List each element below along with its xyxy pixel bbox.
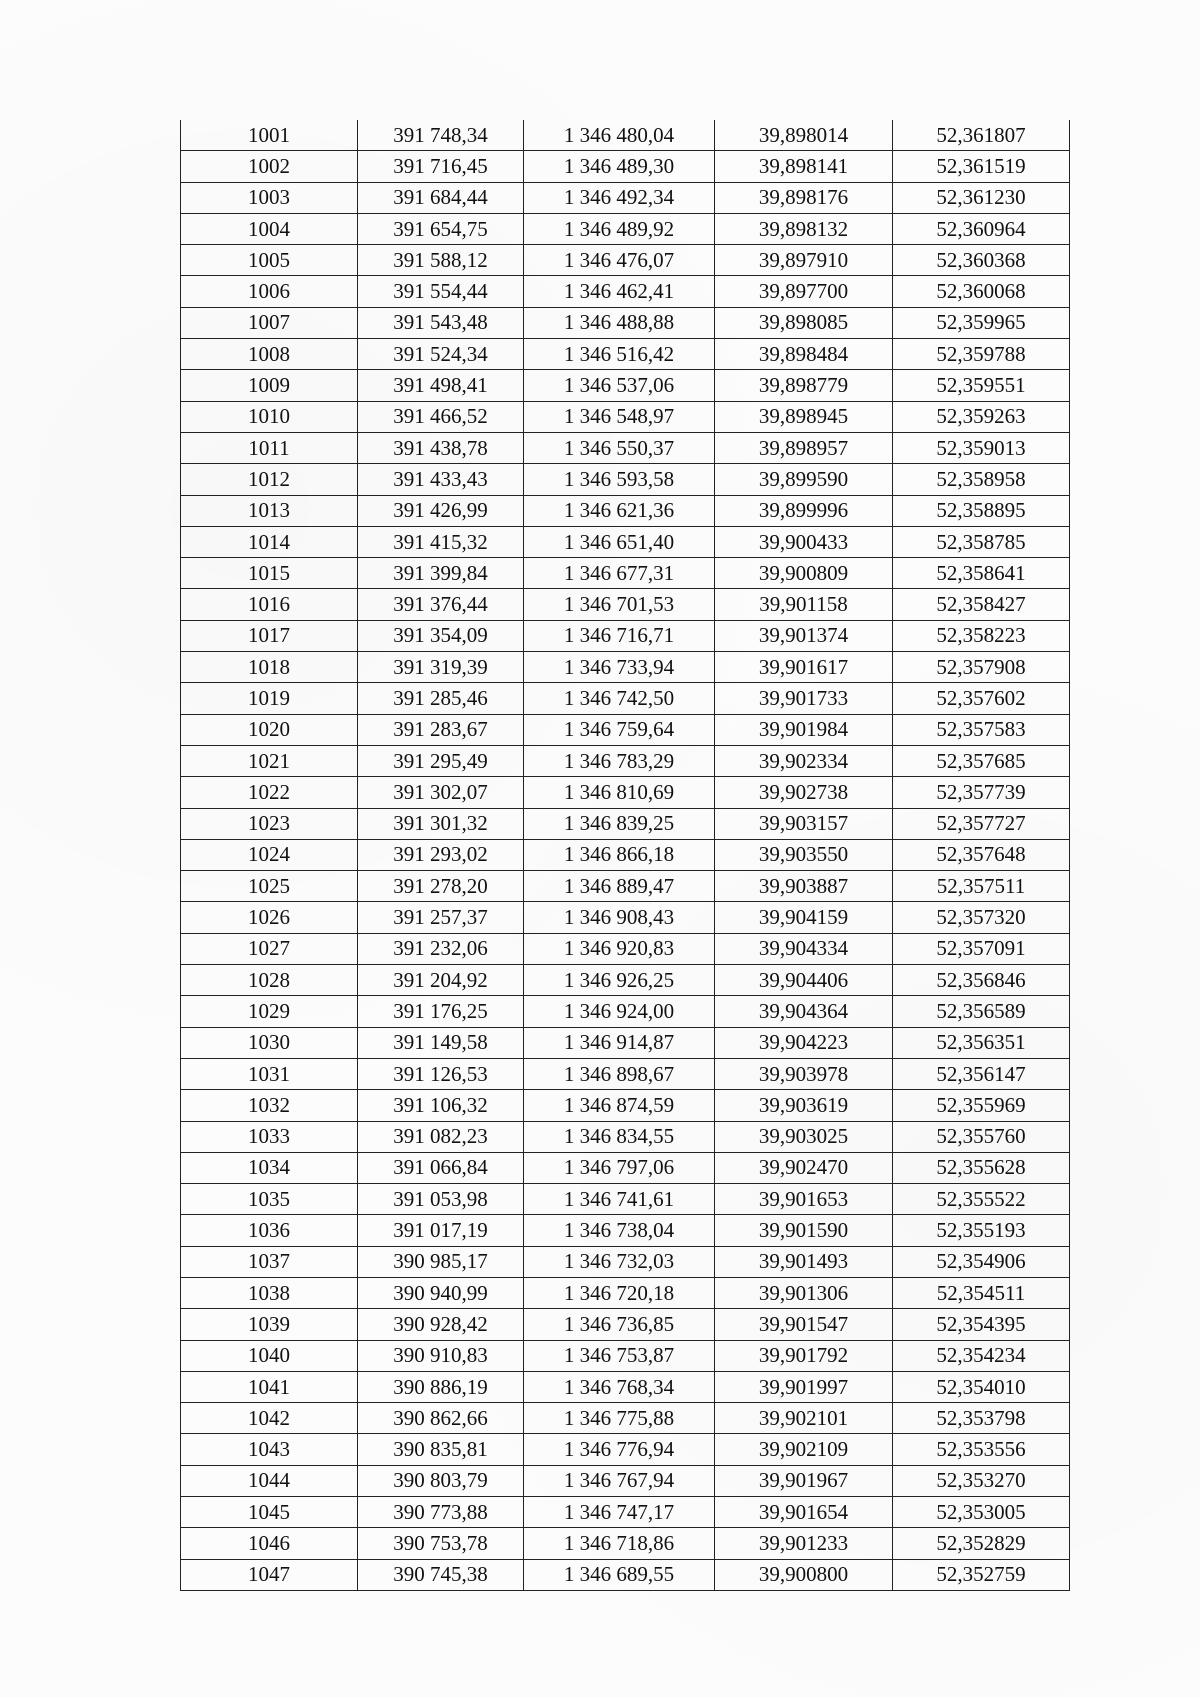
longitude-cell: 39,901654	[715, 1497, 893, 1528]
point-number-cell: 1031	[181, 1058, 358, 1089]
latitude-cell: 52,357727	[893, 808, 1070, 839]
latitude-cell: 52,354010	[893, 1371, 1070, 1402]
table-row	[181, 526, 1070, 557]
y-coordinate-cell: 1 346 747,17	[524, 1497, 715, 1528]
longitude-cell: 39,904159	[715, 902, 893, 933]
y-coordinate-cell: 1 346 537,06	[524, 370, 715, 401]
table-row	[181, 1309, 1070, 1340]
table-row	[181, 996, 1070, 1027]
y-coordinate-cell: 1 346 476,07	[524, 245, 715, 276]
point-number-cell: 1020	[181, 714, 358, 745]
latitude-cell: 52,357648	[893, 839, 1070, 870]
y-coordinate-cell: 1 346 920,83	[524, 933, 715, 964]
table-row	[181, 1559, 1070, 1590]
y-coordinate-cell: 1 346 924,00	[524, 996, 715, 1027]
table-row	[181, 307, 1070, 338]
latitude-cell: 52,355193	[893, 1215, 1070, 1246]
latitude-cell: 52,355628	[893, 1152, 1070, 1183]
x-coordinate-cell: 391 302,07	[358, 777, 524, 808]
table-row	[181, 1528, 1070, 1559]
point-number-cell: 1023	[181, 808, 358, 839]
longitude-cell: 39,898141	[715, 151, 893, 182]
table-row	[181, 432, 1070, 463]
point-number-cell: 1004	[181, 213, 358, 244]
longitude-cell: 39,898176	[715, 182, 893, 213]
longitude-cell: 39,900800	[715, 1559, 893, 1590]
y-coordinate-cell: 1 346 742,50	[524, 683, 715, 714]
x-coordinate-cell: 391 433,43	[358, 464, 524, 495]
table-row	[181, 683, 1070, 714]
latitude-cell: 52,360068	[893, 276, 1070, 307]
longitude-cell: 39,898014	[715, 120, 893, 151]
longitude-cell: 39,900809	[715, 558, 893, 589]
latitude-cell: 52,354234	[893, 1340, 1070, 1371]
table-row	[181, 777, 1070, 808]
latitude-cell: 52,355522	[893, 1184, 1070, 1215]
y-coordinate-cell: 1 346 701,53	[524, 589, 715, 620]
x-coordinate-cell: 390 753,78	[358, 1528, 524, 1559]
y-coordinate-cell: 1 346 753,87	[524, 1340, 715, 1371]
table-row	[181, 1340, 1070, 1371]
table-row	[181, 1465, 1070, 1496]
latitude-cell: 52,354395	[893, 1309, 1070, 1340]
longitude-cell: 39,898132	[715, 213, 893, 244]
latitude-cell: 52,356147	[893, 1058, 1070, 1089]
y-coordinate-cell: 1 346 776,94	[524, 1434, 715, 1465]
point-number-cell: 1028	[181, 965, 358, 996]
y-coordinate-cell: 1 346 768,34	[524, 1371, 715, 1402]
latitude-cell: 52,358427	[893, 589, 1070, 620]
point-number-cell: 1016	[181, 589, 358, 620]
latitude-cell: 52,359263	[893, 401, 1070, 432]
point-number-cell: 1005	[181, 245, 358, 276]
point-number-cell: 1040	[181, 1340, 358, 1371]
x-coordinate-cell: 390 745,38	[358, 1559, 524, 1590]
table-row	[181, 965, 1070, 996]
y-coordinate-cell: 1 346 718,86	[524, 1528, 715, 1559]
longitude-cell: 39,897700	[715, 276, 893, 307]
longitude-cell: 39,899590	[715, 464, 893, 495]
x-coordinate-cell: 390 928,42	[358, 1309, 524, 1340]
longitude-cell: 39,903550	[715, 839, 893, 870]
table-row	[181, 1403, 1070, 1434]
point-number-cell: 1019	[181, 683, 358, 714]
longitude-cell: 39,901617	[715, 652, 893, 683]
table-row	[181, 1246, 1070, 1277]
table-row	[181, 745, 1070, 776]
y-coordinate-cell: 1 346 759,64	[524, 714, 715, 745]
longitude-cell: 39,903619	[715, 1090, 893, 1121]
point-number-cell: 1037	[181, 1246, 358, 1277]
latitude-cell: 52,357320	[893, 902, 1070, 933]
point-number-cell: 1008	[181, 339, 358, 370]
y-coordinate-cell: 1 346 736,85	[524, 1309, 715, 1340]
x-coordinate-cell: 391 285,46	[358, 683, 524, 714]
longitude-cell: 39,904223	[715, 1027, 893, 1058]
latitude-cell: 52,353270	[893, 1465, 1070, 1496]
point-number-cell: 1014	[181, 526, 358, 557]
y-coordinate-cell: 1 346 889,47	[524, 871, 715, 902]
table-row	[181, 213, 1070, 244]
table-row	[181, 902, 1070, 933]
latitude-cell: 52,356589	[893, 996, 1070, 1027]
y-coordinate-cell: 1 346 926,25	[524, 965, 715, 996]
latitude-cell: 52,357602	[893, 683, 1070, 714]
x-coordinate-cell: 391 588,12	[358, 245, 524, 276]
x-coordinate-cell: 391 426,99	[358, 495, 524, 526]
table-row	[181, 620, 1070, 651]
table-row	[181, 1121, 1070, 1152]
table-row	[181, 120, 1070, 151]
x-coordinate-cell: 391 684,44	[358, 182, 524, 213]
y-coordinate-cell: 1 346 677,31	[524, 558, 715, 589]
point-number-cell: 1046	[181, 1528, 358, 1559]
y-coordinate-cell: 1 346 516,42	[524, 339, 715, 370]
point-number-cell: 1013	[181, 495, 358, 526]
latitude-cell: 52,359013	[893, 432, 1070, 463]
latitude-cell: 52,352759	[893, 1559, 1070, 1590]
y-coordinate-cell: 1 346 462,41	[524, 276, 715, 307]
longitude-cell: 39,901997	[715, 1371, 893, 1402]
point-number-cell: 1045	[181, 1497, 358, 1528]
x-coordinate-cell: 391 301,32	[358, 808, 524, 839]
longitude-cell: 39,902101	[715, 1403, 893, 1434]
x-coordinate-cell: 391 399,84	[358, 558, 524, 589]
table-row	[181, 245, 1070, 276]
y-coordinate-cell: 1 346 741,61	[524, 1184, 715, 1215]
latitude-cell: 52,357685	[893, 745, 1070, 776]
table-row	[181, 1497, 1070, 1528]
longitude-cell: 39,902470	[715, 1152, 893, 1183]
point-number-cell: 1043	[181, 1434, 358, 1465]
longitude-cell: 39,902109	[715, 1434, 893, 1465]
point-number-cell: 1011	[181, 432, 358, 463]
latitude-cell: 52,359965	[893, 307, 1070, 338]
longitude-cell: 39,901374	[715, 620, 893, 651]
y-coordinate-cell: 1 346 489,92	[524, 213, 715, 244]
x-coordinate-cell: 391 415,32	[358, 526, 524, 557]
latitude-cell: 52,358958	[893, 464, 1070, 495]
table-row	[181, 589, 1070, 620]
point-number-cell: 1007	[181, 307, 358, 338]
point-number-cell: 1036	[181, 1215, 358, 1246]
table-row	[181, 558, 1070, 589]
y-coordinate-cell: 1 346 720,18	[524, 1277, 715, 1308]
y-coordinate-cell: 1 346 548,97	[524, 401, 715, 432]
y-coordinate-cell: 1 346 651,40	[524, 526, 715, 557]
x-coordinate-cell: 391 716,45	[358, 151, 524, 182]
x-coordinate-cell: 390 886,19	[358, 1371, 524, 1402]
point-number-cell: 1035	[181, 1184, 358, 1215]
x-coordinate-cell: 391 257,37	[358, 902, 524, 933]
longitude-cell: 39,901306	[715, 1277, 893, 1308]
x-coordinate-cell: 390 940,99	[358, 1277, 524, 1308]
longitude-cell: 39,901653	[715, 1184, 893, 1215]
latitude-cell: 52,358223	[893, 620, 1070, 651]
y-coordinate-cell: 1 346 480,04	[524, 120, 715, 151]
latitude-cell: 52,355760	[893, 1121, 1070, 1152]
longitude-cell: 39,898085	[715, 307, 893, 338]
coordinates-table-body	[181, 120, 1070, 1590]
longitude-cell: 39,903025	[715, 1121, 893, 1152]
longitude-cell: 39,902334	[715, 745, 893, 776]
table-row	[181, 182, 1070, 213]
table-row	[181, 1434, 1070, 1465]
point-number-cell: 1022	[181, 777, 358, 808]
x-coordinate-cell: 391 295,49	[358, 745, 524, 776]
table-row	[181, 495, 1070, 526]
x-coordinate-cell: 391 293,02	[358, 839, 524, 870]
point-number-cell: 1042	[181, 1403, 358, 1434]
longitude-cell: 39,903157	[715, 808, 893, 839]
point-number-cell: 1006	[181, 276, 358, 307]
point-number-cell: 1018	[181, 652, 358, 683]
x-coordinate-cell: 391 126,53	[358, 1058, 524, 1089]
y-coordinate-cell: 1 346 874,59	[524, 1090, 715, 1121]
x-coordinate-cell: 391 438,78	[358, 432, 524, 463]
latitude-cell: 52,358785	[893, 526, 1070, 557]
longitude-cell: 39,901733	[715, 683, 893, 714]
longitude-cell: 39,901493	[715, 1246, 893, 1277]
point-number-cell: 1039	[181, 1309, 358, 1340]
x-coordinate-cell: 390 862,66	[358, 1403, 524, 1434]
latitude-cell: 52,354906	[893, 1246, 1070, 1277]
latitude-cell: 52,359551	[893, 370, 1070, 401]
x-coordinate-cell: 391 204,92	[358, 965, 524, 996]
point-number-cell: 1038	[181, 1277, 358, 1308]
table-row	[181, 808, 1070, 839]
longitude-cell: 39,903978	[715, 1058, 893, 1089]
latitude-cell: 52,355969	[893, 1090, 1070, 1121]
x-coordinate-cell: 391 543,48	[358, 307, 524, 338]
x-coordinate-cell: 391 176,25	[358, 996, 524, 1027]
table-row	[181, 276, 1070, 307]
latitude-cell: 52,357739	[893, 777, 1070, 808]
table-row	[181, 714, 1070, 745]
point-number-cell: 1047	[181, 1559, 358, 1590]
point-number-cell: 1001	[181, 120, 358, 151]
x-coordinate-cell: 391 466,52	[358, 401, 524, 432]
point-number-cell: 1030	[181, 1027, 358, 1058]
longitude-cell: 39,902738	[715, 777, 893, 808]
latitude-cell: 52,361519	[893, 151, 1070, 182]
longitude-cell: 39,898957	[715, 432, 893, 463]
y-coordinate-cell: 1 346 492,34	[524, 182, 715, 213]
y-coordinate-cell: 1 346 550,37	[524, 432, 715, 463]
y-coordinate-cell: 1 346 908,43	[524, 902, 715, 933]
y-coordinate-cell: 1 346 810,69	[524, 777, 715, 808]
longitude-cell: 39,898484	[715, 339, 893, 370]
y-coordinate-cell: 1 346 898,67	[524, 1058, 715, 1089]
longitude-cell: 39,901590	[715, 1215, 893, 1246]
latitude-cell: 52,356846	[893, 965, 1070, 996]
table-row	[181, 339, 1070, 370]
y-coordinate-cell: 1 346 767,94	[524, 1465, 715, 1496]
y-coordinate-cell: 1 346 488,88	[524, 307, 715, 338]
longitude-cell: 39,900433	[715, 526, 893, 557]
longitude-cell: 39,904364	[715, 996, 893, 1027]
x-coordinate-cell: 391 082,23	[358, 1121, 524, 1152]
point-number-cell: 1025	[181, 871, 358, 902]
x-coordinate-cell: 390 773,88	[358, 1497, 524, 1528]
latitude-cell: 52,352829	[893, 1528, 1070, 1559]
latitude-cell: 52,361807	[893, 120, 1070, 151]
table-row	[181, 1152, 1070, 1183]
point-number-cell: 1027	[181, 933, 358, 964]
y-coordinate-cell: 1 346 593,58	[524, 464, 715, 495]
longitude-cell: 39,903887	[715, 871, 893, 902]
longitude-cell: 39,901792	[715, 1340, 893, 1371]
y-coordinate-cell: 1 346 689,55	[524, 1559, 715, 1590]
latitude-cell: 52,358895	[893, 495, 1070, 526]
x-coordinate-cell: 391 017,19	[358, 1215, 524, 1246]
point-number-cell: 1024	[181, 839, 358, 870]
x-coordinate-cell: 391 524,34	[358, 339, 524, 370]
latitude-cell: 52,360368	[893, 245, 1070, 276]
table-row	[181, 1277, 1070, 1308]
table-row	[181, 151, 1070, 182]
latitude-cell: 52,353005	[893, 1497, 1070, 1528]
table-row	[181, 1371, 1070, 1402]
x-coordinate-cell: 391 149,58	[358, 1027, 524, 1058]
latitude-cell: 52,357091	[893, 933, 1070, 964]
latitude-cell: 52,357511	[893, 871, 1070, 902]
latitude-cell: 52,361230	[893, 182, 1070, 213]
table-row	[181, 1090, 1070, 1121]
latitude-cell: 52,356351	[893, 1027, 1070, 1058]
longitude-cell: 39,901967	[715, 1465, 893, 1496]
y-coordinate-cell: 1 346 738,04	[524, 1215, 715, 1246]
latitude-cell: 52,358641	[893, 558, 1070, 589]
table-row	[181, 839, 1070, 870]
point-number-cell: 1034	[181, 1152, 358, 1183]
longitude-cell: 39,898779	[715, 370, 893, 401]
point-number-cell: 1044	[181, 1465, 358, 1496]
x-coordinate-cell: 390 910,83	[358, 1340, 524, 1371]
y-coordinate-cell: 1 346 775,88	[524, 1403, 715, 1434]
table-row	[181, 464, 1070, 495]
longitude-cell: 39,899996	[715, 495, 893, 526]
latitude-cell: 52,353798	[893, 1403, 1070, 1434]
point-number-cell: 1015	[181, 558, 358, 589]
y-coordinate-cell: 1 346 834,55	[524, 1121, 715, 1152]
longitude-cell: 39,898945	[715, 401, 893, 432]
table-row	[181, 1058, 1070, 1089]
y-coordinate-cell: 1 346 732,03	[524, 1246, 715, 1277]
x-coordinate-cell: 391 053,98	[358, 1184, 524, 1215]
y-coordinate-cell: 1 346 489,30	[524, 151, 715, 182]
latitude-cell: 52,360964	[893, 213, 1070, 244]
point-number-cell: 1026	[181, 902, 358, 933]
point-number-cell: 1033	[181, 1121, 358, 1152]
x-coordinate-cell: 391 354,09	[358, 620, 524, 651]
latitude-cell: 52,359788	[893, 339, 1070, 370]
y-coordinate-cell: 1 346 716,71	[524, 620, 715, 651]
latitude-cell: 52,354511	[893, 1277, 1070, 1308]
point-number-cell: 1029	[181, 996, 358, 1027]
x-coordinate-cell: 391 748,34	[358, 120, 524, 151]
point-number-cell: 1003	[181, 182, 358, 213]
longitude-cell: 39,901158	[715, 589, 893, 620]
x-coordinate-cell: 391 498,41	[358, 370, 524, 401]
x-coordinate-cell: 391 654,75	[358, 213, 524, 244]
x-coordinate-cell: 391 232,06	[358, 933, 524, 964]
y-coordinate-cell: 1 346 839,25	[524, 808, 715, 839]
point-number-cell: 1009	[181, 370, 358, 401]
point-number-cell: 1002	[181, 151, 358, 182]
y-coordinate-cell: 1 346 783,29	[524, 745, 715, 776]
longitude-cell: 39,901984	[715, 714, 893, 745]
longitude-cell: 39,904406	[715, 965, 893, 996]
x-coordinate-cell: 391 376,44	[358, 589, 524, 620]
latitude-cell: 52,357908	[893, 652, 1070, 683]
longitude-cell: 39,897910	[715, 245, 893, 276]
point-number-cell: 1017	[181, 620, 358, 651]
y-coordinate-cell: 1 346 866,18	[524, 839, 715, 870]
x-coordinate-cell: 391 283,67	[358, 714, 524, 745]
longitude-cell: 39,901233	[715, 1528, 893, 1559]
table-row	[181, 933, 1070, 964]
x-coordinate-cell: 390 835,81	[358, 1434, 524, 1465]
table-row	[181, 401, 1070, 432]
table-row	[181, 370, 1070, 401]
point-number-cell: 1021	[181, 745, 358, 776]
point-number-cell: 1010	[181, 401, 358, 432]
table-row	[181, 871, 1070, 902]
x-coordinate-cell: 391 066,84	[358, 1152, 524, 1183]
longitude-cell: 39,901547	[715, 1309, 893, 1340]
x-coordinate-cell: 390 803,79	[358, 1465, 524, 1496]
y-coordinate-cell: 1 346 914,87	[524, 1027, 715, 1058]
table-row	[181, 652, 1070, 683]
y-coordinate-cell: 1 346 621,36	[524, 495, 715, 526]
y-coordinate-cell: 1 346 733,94	[524, 652, 715, 683]
point-number-cell: 1032	[181, 1090, 358, 1121]
x-coordinate-cell: 390 985,17	[358, 1246, 524, 1277]
x-coordinate-cell: 391 106,32	[358, 1090, 524, 1121]
latitude-cell: 52,353556	[893, 1434, 1070, 1465]
longitude-cell: 39,904334	[715, 933, 893, 964]
point-number-cell: 1012	[181, 464, 358, 495]
latitude-cell: 52,357583	[893, 714, 1070, 745]
x-coordinate-cell: 391 278,20	[358, 871, 524, 902]
point-number-cell: 1041	[181, 1371, 358, 1402]
coordinates-table	[180, 120, 1070, 1591]
table-row	[181, 1215, 1070, 1246]
table-row	[181, 1184, 1070, 1215]
x-coordinate-cell: 391 554,44	[358, 276, 524, 307]
y-coordinate-cell: 1 346 797,06	[524, 1152, 715, 1183]
table-row	[181, 1027, 1070, 1058]
x-coordinate-cell: 391 319,39	[358, 652, 524, 683]
